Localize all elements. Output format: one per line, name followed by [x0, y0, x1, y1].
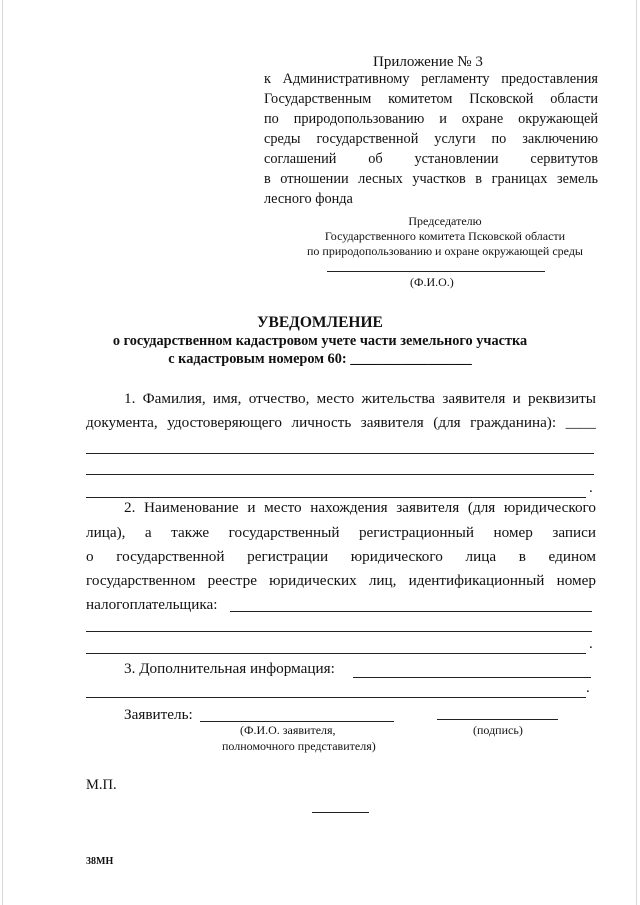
section2-fill-line-2 — [86, 653, 586, 654]
scan-edge-right — [636, 0, 637, 905]
section3-fill-line-0 — [353, 677, 591, 678]
annex-line-7: лесного фонда — [264, 191, 353, 207]
section1-line-1: 1. Фамилия, имя, отчество, место жительства заявителя и реквизиты — [124, 390, 596, 407]
section2-end-dot: . — [589, 636, 593, 652]
section2-line-3: о государственной регистрации юридического лица в едином — [86, 548, 596, 565]
applicant-fio-line — [200, 721, 394, 722]
addressee-fio-caption: (Ф.И.О.) — [410, 275, 454, 289]
section3-line-1: 3. Дополнительная информация: — [124, 660, 335, 677]
section2-line-5: налогоплательщика: — [86, 596, 218, 613]
annex-title: Приложение № 3 — [373, 54, 483, 70]
separator-line — [312, 812, 369, 813]
annex-line-5: соглашений об установлении сервитутов — [264, 151, 598, 167]
scan-edge-left — [2, 0, 3, 905]
section2-fill-line-1 — [86, 631, 592, 632]
applicant-fio-caption-1: (Ф.И.О. заявителя, — [240, 723, 336, 737]
section2-line-2: лица), а также государственный регистрационный номер записи — [86, 524, 596, 541]
section1-end-dot: . — [589, 480, 593, 496]
section1-fill-line-1 — [86, 453, 594, 454]
section2-line-4: государственном реестре юридических лиц, идентификационный номер — [86, 572, 596, 589]
section3-fill-line-1 — [86, 697, 586, 698]
annex-line-2: Государственным комитетом Псковской области — [264, 91, 598, 107]
notice-subtitle-2: с кадастровым номером 60: _________________ — [168, 351, 472, 367]
section3-end-dot: . — [586, 680, 590, 696]
addressee-fio-line — [327, 271, 545, 272]
section1-fill-line-3 — [86, 497, 586, 498]
applicant-label: Заявитель: — [124, 706, 193, 723]
annex-line-4: среды государственной услуги по заключению — [264, 131, 598, 147]
addressee-line-1: Председателю — [408, 214, 482, 228]
section2-line-1: 2. Наименование и место нахождения заявителя (для юридического — [124, 499, 596, 516]
annex-line-6: в отношении лесных участков в границах земель — [264, 171, 598, 187]
addressee-line-2: Государственного комитета Псковской области — [324, 229, 566, 243]
notice-title: УВЕДОМЛЕНИЕ — [257, 314, 383, 331]
notice-subtitle-1: о государственном кадастровом учете части земельного участка — [112, 333, 528, 349]
applicant-sign-line — [437, 719, 558, 720]
section1-line-2: документа, удостоверяющего личность заявителя (для гражданина): ____ — [86, 414, 596, 431]
section1-fill-line-2 — [86, 474, 594, 475]
applicant-sign-caption: (подпись) — [473, 723, 523, 737]
annex-line-1: к Административному регламенту предоставления — [264, 71, 598, 87]
stamp-placeholder: М.П. — [86, 777, 117, 793]
addressee-line-3: по природопользованию и охране окружающей среды — [306, 244, 583, 258]
section2-fill-line-0 — [230, 611, 592, 612]
footer-code: 38МН — [86, 856, 114, 867]
applicant-fio-caption-2: полномочного представителя) — [222, 739, 376, 753]
annex-line-3: по природопользованию и охране окружающей — [264, 111, 598, 127]
